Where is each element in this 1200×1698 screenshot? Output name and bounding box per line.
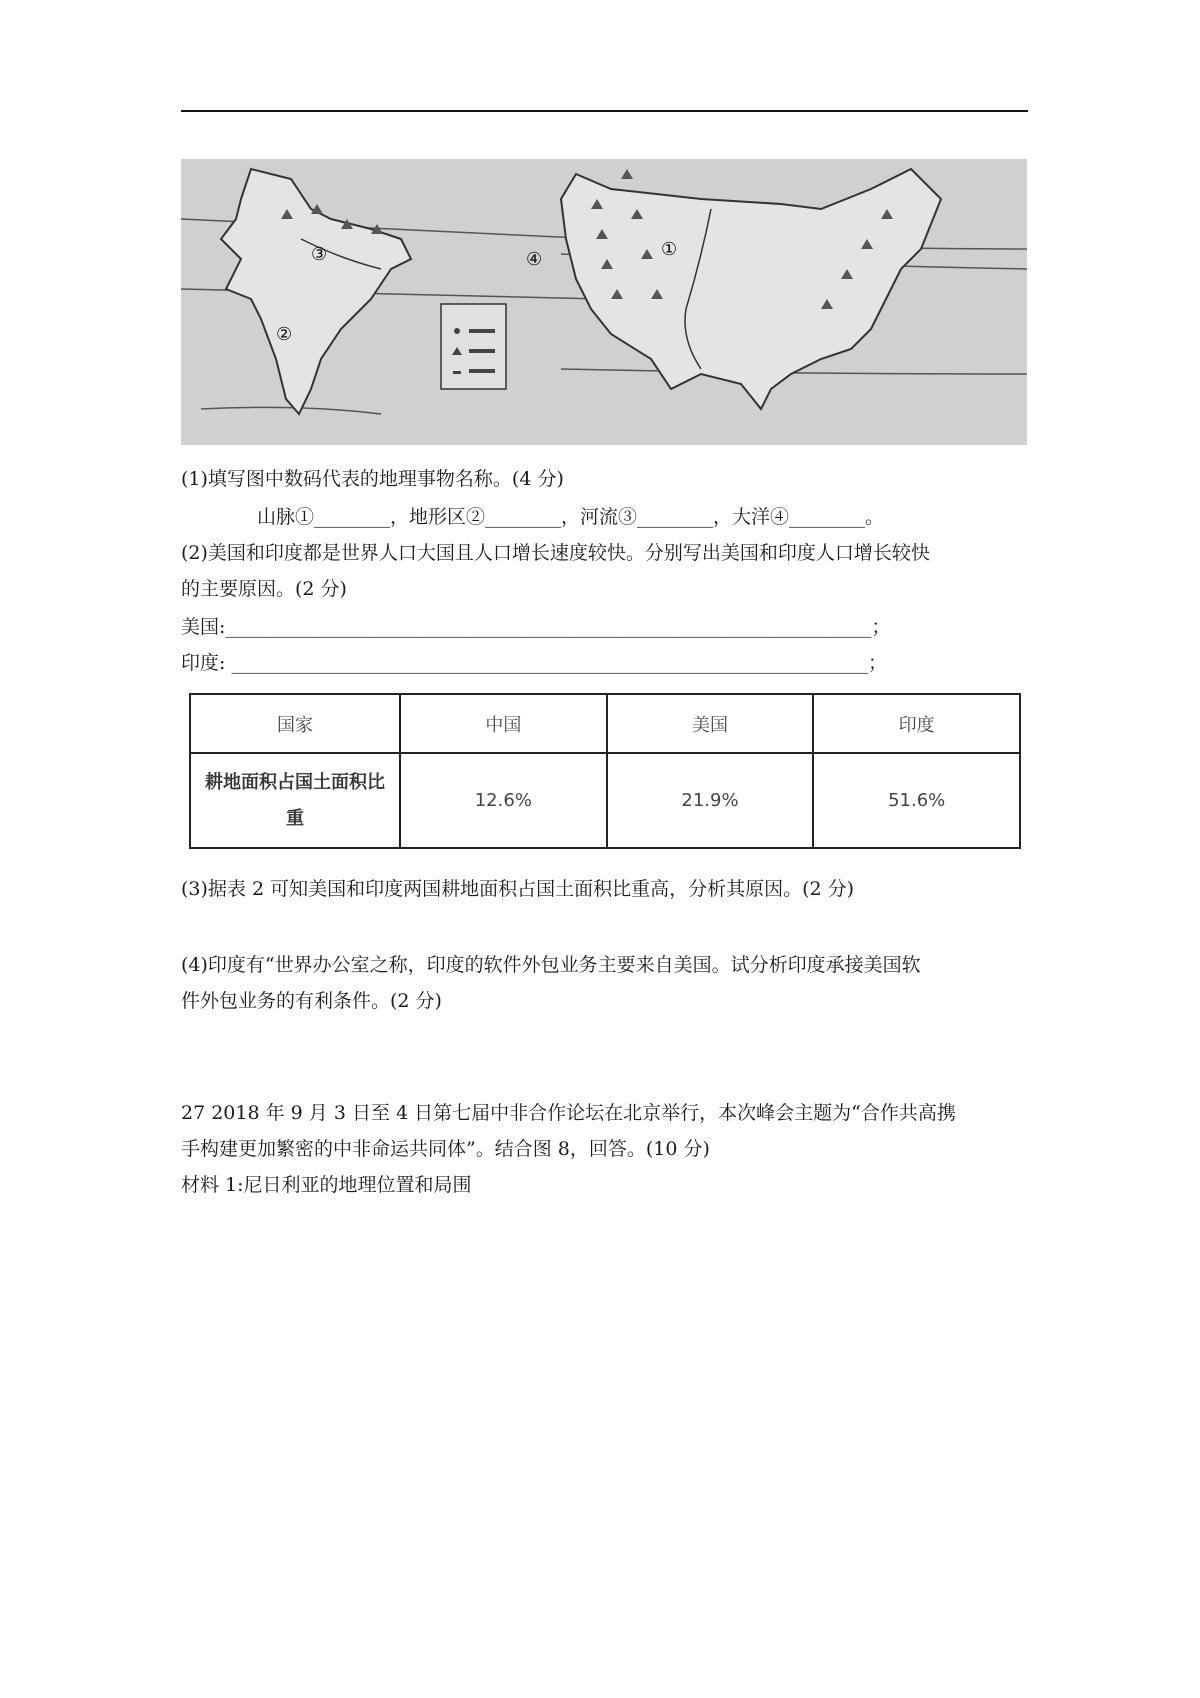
table-cell-usa: 21.9% (607, 753, 814, 848)
table-header-row (190, 694, 1020, 753)
question-1-prompt: (1)填写图中数码代表的地理事物名称。(4 分) (181, 468, 564, 490)
table-cell-india: 51.6% (813, 753, 1020, 848)
question-1-fill-blanks: 山脉①________，地形区②________，河流③________，大洋④________。 (257, 506, 885, 528)
india-answer-line: 印度: ___________________________________________________________________； (181, 652, 887, 674)
map-marker-2: ② (276, 324, 293, 345)
question-2-prompt-line-2: 的主要原因。(2 分) (181, 578, 347, 600)
table-row-label-text: 耕地面积占国土面积比重 (205, 771, 385, 829)
table-header-usa: 美国 (607, 694, 814, 753)
table-row (190, 753, 1020, 848)
header-rule (181, 110, 1028, 112)
map-marker-3: ③ (311, 244, 328, 265)
table-header-india: 印度 (813, 694, 1020, 753)
table-header-country: 国家 (190, 694, 400, 753)
table-header-china: 中国 (400, 694, 607, 753)
question-4-line-2: 件外包业务的有利条件。(2 分) (181, 990, 442, 1012)
table-row-label (190, 753, 400, 848)
map-figure (181, 159, 1027, 445)
material-1-label: 材料 1:尼日利亚的地理位置和局围 (181, 1174, 472, 1196)
question-3-prompt: (3)据表 2 可知美国和印度两国耕地面积占国土面积比重高，分析其原因。(2 分) (181, 878, 855, 900)
farmland-ratio-table (189, 693, 1021, 849)
question-27-line-1: 27 2018 年 9 月 3 日至 4 日第七届中非合作论坛在北京举行，本次峰会主题为“合作共高携 (181, 1102, 956, 1124)
usa-answer-line: 美国:____________________________________________________________________； (181, 616, 891, 638)
question-2-prompt-line-1: (2)美国和印度都是世界人口大国且人口增长速度较快。分别写出美国和印度人口增长较快 (181, 542, 930, 564)
map-marker-4: ④ (526, 249, 543, 270)
map-marker-1: ① (661, 239, 678, 260)
table-cell-china: 12.6% (400, 753, 607, 848)
question-4-line-1: (4)印度有“世界办公室之称，印度的软件外包业务主要来自美国。试分析印度承接美国软 (181, 954, 921, 976)
question-27-line-2: 手构建更加繁密的中非命运共同体”。结合图 8，回答。(10 分) (181, 1138, 710, 1160)
map-legend (441, 304, 506, 389)
